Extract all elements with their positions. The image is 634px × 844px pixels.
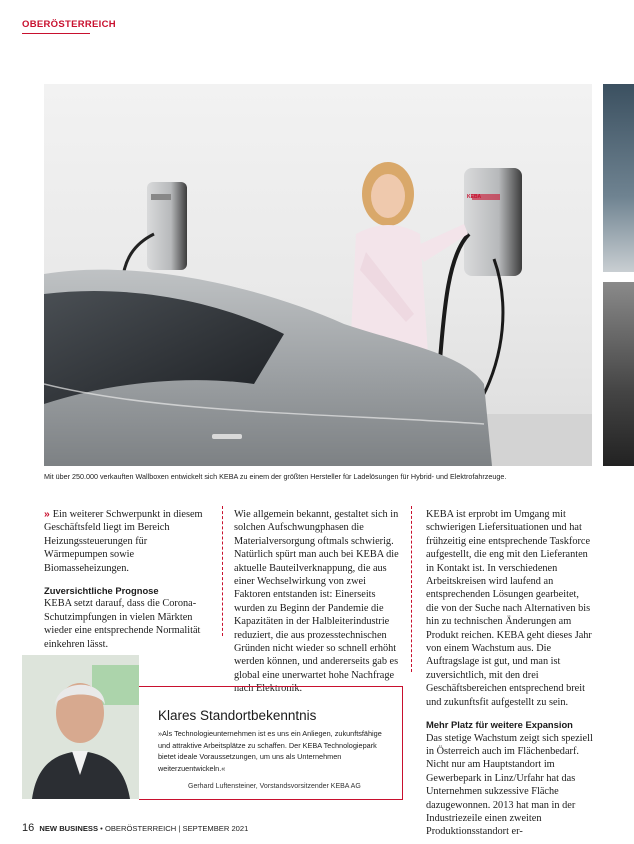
column-3-paragraph: KEBA ist erprobt im Umgang mit schwierigen Liefersituationen und hat frühzeitig eine entsprechende Taskforce aufgestellt, die eng mit den Lieferanten in Kontakt ist. In verschiedenen Arbeitskreisen wird laufend an entsprechenden Lösungen gearbeitet, die von der Suche nach Alternativen bis hin zu technischen Änderungen am Produkt reichen. KEBA geht dieses Jahr von einem Wachstum aus. Die Auftragslage ist gut, und man ist zuversichtlich, mit den drei Geschäftsbereichen entsprechend breit und zukunftsfit aufgestellt zu sein. <box>426 509 592 708</box>
photo-illustration <box>44 84 592 466</box>
column-1-intro: » Ein weiterer Schwerpunkt in diesem Geschäftsfeld liegt im Bereich Heizungssteuerungen für Wärmepumpen sowie Biomasseheizungen. <box>44 509 203 574</box>
column-2-paragraph: Wie allgemein bekannt, gestaltet sich in solchen Aufschwungphasen die Materialversorgung oftmals schwierig. Natürlich spürt man auch bei KEBA die aktuelle Bauteilverknappung, die aus einer Wechselwirkung von zwei Faktoren entstanden ist: Einerseits wurden zu Beginn der Pandemie die Kapazitäten in der Halbleiterindustrie reduziert, die aus prozesstechnischen Gründen nicht wieder so schnell erhöht werden können, und andererseits gab es global eine unerwartet hohe Nachfrage nach Elektronik. <box>234 509 399 695</box>
footer-section: OBERÖSTERREICH <box>104 824 177 833</box>
column-divider-1 <box>222 506 223 636</box>
intro-mark: » <box>44 509 50 520</box>
column-1-paragraph: KEBA setzt darauf, dass die Corona-Schutzimpfungen in vielen Märkten wieder eine entsprechende Normalität einkehren lässt. <box>44 598 201 650</box>
wallbox-brand-label: KEBA <box>467 194 482 200</box>
side-photo-top <box>603 84 634 272</box>
wallbox-left <box>122 182 187 284</box>
car <box>44 270 492 466</box>
page-number: 16 <box>22 822 35 834</box>
portrait-illustration <box>22 655 139 799</box>
column-3 <box>426 508 594 839</box>
quote-box-author: Gerhard Luftensteiner, Vorstandsvorsitzender KEBA AG <box>188 783 361 790</box>
photo-caption: Mit über 250.000 verkauften Wallboxen entwickelt sich KEBA zu einem der größten Hersteller für Ladelösungen für Hybrid- und Elektrofahrzeuge. <box>44 472 507 481</box>
column-1 <box>44 508 212 651</box>
section-rule <box>22 33 90 34</box>
main-photo <box>44 84 592 466</box>
column-3-subhead: Mehr Platz für weitere Expansion <box>426 719 573 731</box>
side-photo-bottom <box>603 282 634 466</box>
section-label: OBERÖSTERREICH <box>22 19 116 30</box>
portrait-photo <box>22 655 139 799</box>
column-divider-2 <box>411 506 412 672</box>
quote-box-title: Klares Standortbekenntnis <box>158 708 317 723</box>
footer-brand: NEW BUSINESS <box>39 824 99 833</box>
footer-divider: | <box>178 824 181 833</box>
column-2 <box>234 508 400 696</box>
quote-box-text: »Als Technologieunternehmen ist es uns ein Anliegen, zukunftsfähige und attraktive Arbeitsplätze zu schaffen. Der KEBA Technologiepark bietet ideale Voraussetzungen, um uns als Unternehmen weiterzuentwickeln.« <box>158 729 382 773</box>
woman-figure <box>350 162 468 354</box>
column-1-subhead: Zuversichtliche Prognose <box>44 585 159 597</box>
footer-separator: • <box>100 824 103 833</box>
page-footer <box>22 822 248 834</box>
footer-date: SEPTEMBER 2021 <box>182 824 249 833</box>
column-3-paragraph-2: Das stetige Wachstum zeigt sich speziell in Österreich auch im Flächenbedarf. Nicht nur am Hauptstandort im Gewerbepark in Linz/Urfahr hat das Unternehmen sukzessive Fläche dazugewonnen. 2013 hat man in der Industriezeile einen zweiten Produktionsstandort er- <box>426 732 593 838</box>
